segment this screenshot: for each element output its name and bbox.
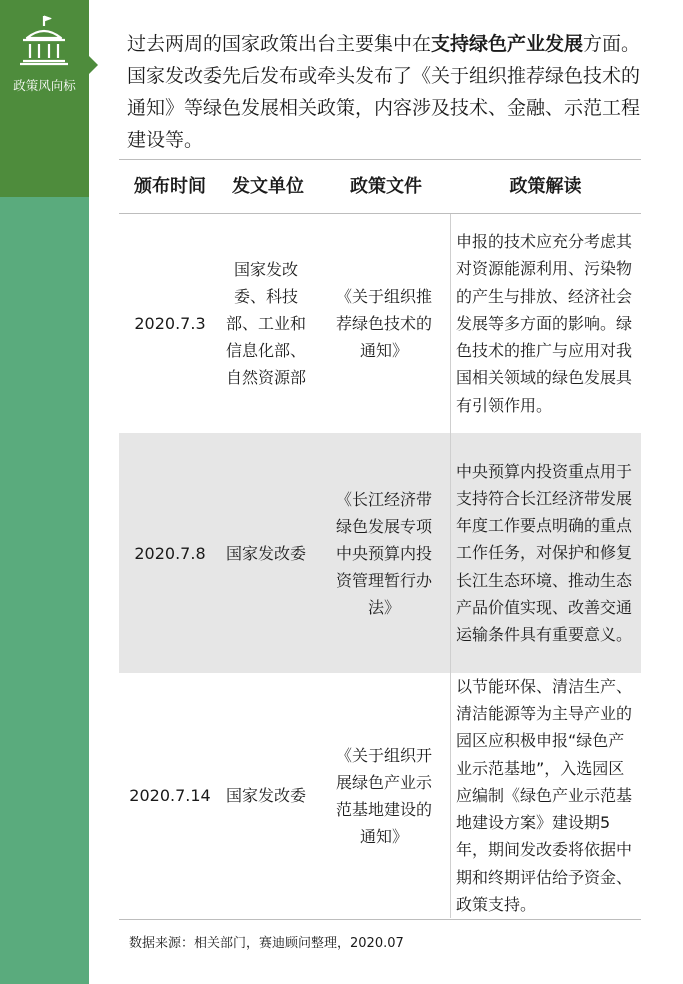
table-bottom-rule [119, 919, 641, 920]
intro-paragraph [127, 28, 647, 156]
sidebar [0, 0, 89, 984]
row-document: 《关于组织开展绿色产业示范基地建设的通知》 [335, 745, 432, 846]
row-unit: 国家发改委 [225, 786, 306, 805]
row-date: 2020.7.14 [129, 786, 211, 805]
column-divider [450, 214, 451, 433]
table-header [119, 161, 641, 213]
row-document: 《长江经济带绿色发展专项中央预算内投资管理暂行办法》 [335, 489, 432, 617]
section-label: 政策风向标 [13, 78, 76, 93]
row-unit: 国家发改委、科技部、工业和信息化部、自然资源部 [225, 260, 306, 387]
header-date: 颁布时间 [134, 176, 206, 197]
row-unit: 国家发改委 [225, 543, 306, 563]
row-interpretation: 以节能环保、清洁生产、清洁能源等为主导产业的园区应积极申报“绿色产业示范基地”，入选园区应编制《绿色产业示范基地建设方案》建设期5年，期间发改委将依据中期和终期评估给予资金、政策支持。 [456, 677, 633, 914]
intro-highlight: 支持绿色产业发展 [431, 33, 584, 55]
data-source-note: 数据来源：相关部门，赛迪顾问整理，2020.07 [129, 936, 404, 951]
table-row [119, 673, 641, 918]
sidebar-pointer [89, 56, 98, 74]
row-date: 2020.7.3 [134, 314, 206, 333]
header-interpretation: 政策解读 [509, 176, 582, 197]
column-divider [450, 433, 451, 673]
header-unit: 发文单位 [232, 176, 304, 197]
sidebar-section-header [0, 0, 89, 197]
intro-text-before: 过去两周的国家政策出台主要集中在 [127, 33, 432, 55]
row-interpretation: 申报的技术应充分考虑其对资源能源利用、污染物的产生与排放、经济社会发展等多方面的影响。绿色技术的推广与应用对我国相关领域的绿色发展具有引领作用。 [456, 232, 633, 415]
row-interpretation: 中央预算内投资重点用于支持符合长江经济带发展年度工作要点明确的重点工作任务，对保护和修复长江生态环境、推动生态产品价值实现、改善交通运输条件具有重要意义。 [456, 461, 633, 644]
row-date: 2020.7.8 [134, 543, 206, 563]
table-row [119, 214, 641, 433]
row-document: 《关于组织推荐绿色技术的通知》 [335, 287, 432, 360]
table-row [119, 433, 641, 673]
column-divider [450, 673, 451, 918]
header-document: 政策文件 [350, 176, 422, 197]
building-icon [19, 14, 69, 66]
table-top-rule [119, 159, 641, 160]
intro-text-after: 方面。国家发改委先后发布或牵头发布了《关于组织推荐绿色技术的通知》等绿色发展相关政策，内容涉及技术、金融、示范工程建设等。 [127, 33, 641, 151]
